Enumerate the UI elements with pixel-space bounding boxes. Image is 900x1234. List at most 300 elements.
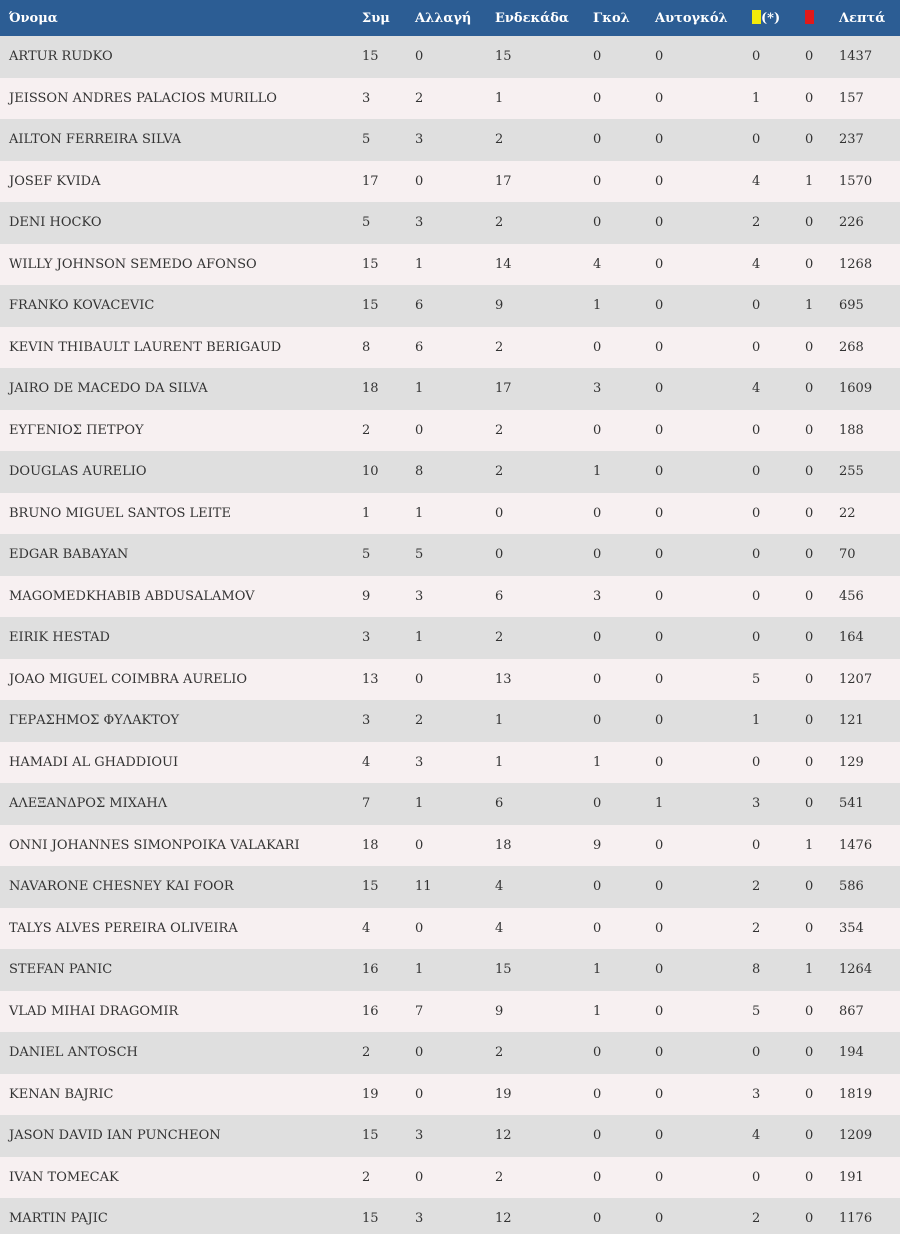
cell-minutes: 191 xyxy=(839,1169,864,1185)
player-name-link[interactable]: AILTON FERREIRA SILVA xyxy=(9,132,181,148)
cell-minutes: 586 xyxy=(839,879,864,895)
cell-starts: 0 xyxy=(495,547,504,563)
cell-apps: 16 xyxy=(362,1003,379,1019)
column-header-apps[interactable] xyxy=(362,0,415,36)
cell-goals: 0 xyxy=(593,1086,602,1102)
cell-yellow-cards: 1 xyxy=(752,90,761,106)
cell-own-goals: 0 xyxy=(655,671,664,687)
cell-red-cards: 0 xyxy=(805,256,814,272)
cell-goals: 0 xyxy=(593,49,602,65)
cell-own-goals: 0 xyxy=(655,962,664,978)
table-row xyxy=(0,285,900,327)
cell-red-cards: 0 xyxy=(805,671,814,687)
cell-red-cards: 0 xyxy=(805,754,814,770)
cell-starts: 2 xyxy=(495,132,504,148)
cell-apps: 15 xyxy=(362,49,379,65)
cell-starts: 2 xyxy=(495,1169,504,1185)
player-name-link[interactable]: BRUNO MIGUEL SANTOS LEITE xyxy=(9,505,231,521)
player-name-link[interactable]: DENI HOCKO xyxy=(9,215,102,231)
cell-subs: 3 xyxy=(415,1211,424,1227)
cell-subs: 0 xyxy=(415,1045,424,1061)
cell-starts: 2 xyxy=(495,215,504,231)
cell-own-goals: 0 xyxy=(655,1003,664,1019)
cell-red-cards: 0 xyxy=(805,1169,814,1185)
player-name-link[interactable]: DANIEL ANTOSCH xyxy=(9,1045,138,1061)
cell-starts: 0 xyxy=(495,505,504,521)
table-row xyxy=(0,1198,900,1234)
cell-subs: 1 xyxy=(415,381,424,397)
cell-minutes: 1476 xyxy=(839,837,873,853)
cell-red-cards: 0 xyxy=(805,1086,814,1102)
cell-minutes: 1437 xyxy=(839,49,873,65)
cell-yellow-cards: 0 xyxy=(752,132,761,148)
cell-starts: 9 xyxy=(495,298,504,314)
column-header-minutes[interactable] xyxy=(839,0,900,36)
player-name-link[interactable]: JASON DAVID IAN PUNCHEON xyxy=(9,1128,221,1144)
player-name-link[interactable]: JAIRO DE MACEDO DA SILVA xyxy=(9,381,208,397)
cell-starts: 2 xyxy=(495,339,504,355)
cell-minutes: 1207 xyxy=(839,671,873,687)
player-name-link[interactable]: NAVARONE CHESNEY KAI FOOR xyxy=(9,879,234,895)
cell-own-goals: 0 xyxy=(655,588,664,604)
cell-subs: 1 xyxy=(415,962,424,978)
cell-minutes: 354 xyxy=(839,920,864,936)
cell-starts: 4 xyxy=(495,879,504,895)
cell-apps: 2 xyxy=(362,1169,371,1185)
cell-apps: 3 xyxy=(362,630,371,646)
cell-own-goals: 0 xyxy=(655,547,664,563)
cell-subs: 1 xyxy=(415,796,424,812)
cell-yellow-cards: 0 xyxy=(752,422,761,438)
cell-own-goals: 0 xyxy=(655,381,664,397)
cell-own-goals: 0 xyxy=(655,215,664,231)
player-name-link[interactable]: ONNI JOHANNES SIMONPOIKA VALAKARI xyxy=(9,837,300,853)
cell-subs: 1 xyxy=(415,630,424,646)
cell-subs: 0 xyxy=(415,49,424,65)
cell-minutes: 1609 xyxy=(839,381,873,397)
table-row xyxy=(0,991,900,1033)
cell-red-cards: 1 xyxy=(805,962,814,978)
table-row xyxy=(0,244,900,286)
cell-yellow-cards: 3 xyxy=(752,1086,761,1102)
player-name-link[interactable]: MARTIN PAJIC xyxy=(9,1211,108,1227)
table-row xyxy=(0,78,900,120)
cell-starts: 13 xyxy=(495,671,512,687)
cell-minutes: 129 xyxy=(839,754,864,770)
cell-subs: 6 xyxy=(415,298,424,314)
cell-starts: 17 xyxy=(495,173,512,189)
player-name-link[interactable]: KENAN BAJRIC xyxy=(9,1086,114,1102)
cell-red-cards: 0 xyxy=(805,1045,814,1061)
player-name-link[interactable]: JEISSON ANDRES PALACIOS MURILLO xyxy=(9,90,277,106)
cell-goals: 0 xyxy=(593,879,602,895)
table-row xyxy=(0,700,900,742)
table-row xyxy=(0,1074,900,1116)
column-header-goals-label: Γκολ xyxy=(593,10,630,26)
cell-starts: 1 xyxy=(495,90,504,106)
cell-minutes: 456 xyxy=(839,588,864,604)
cell-apps: 1 xyxy=(362,505,371,521)
player-name-link[interactable]: EIRIK HESTAD xyxy=(9,630,110,646)
cell-goals: 0 xyxy=(593,920,602,936)
cell-goals: 0 xyxy=(593,339,602,355)
cell-yellow-cards: 0 xyxy=(752,339,761,355)
cell-red-cards: 0 xyxy=(805,90,814,106)
cell-goals: 0 xyxy=(593,505,602,521)
cell-red-cards: 0 xyxy=(805,132,814,148)
cell-own-goals: 0 xyxy=(655,837,664,853)
cell-red-cards: 0 xyxy=(805,547,814,563)
cell-goals: 0 xyxy=(593,1211,602,1227)
cell-apps: 18 xyxy=(362,837,379,853)
player-name-link[interactable]: TALYS ALVES PEREIRA OLIVEIRA xyxy=(9,920,238,936)
cell-goals: 0 xyxy=(593,1045,602,1061)
cell-subs: 0 xyxy=(415,1086,424,1102)
cell-own-goals: 0 xyxy=(655,1211,664,1227)
cell-minutes: 237 xyxy=(839,132,864,148)
cell-goals: 0 xyxy=(593,173,602,189)
cell-red-cards: 0 xyxy=(805,381,814,397)
cell-yellow-cards: 0 xyxy=(752,464,761,480)
player-name-link[interactable]: FRANKO KOVACEVIC xyxy=(9,298,155,314)
cell-apps: 15 xyxy=(362,1128,379,1144)
cell-red-cards: 0 xyxy=(805,422,814,438)
cell-starts: 19 xyxy=(495,1086,512,1102)
cell-minutes: 867 xyxy=(839,1003,864,1019)
cell-apps: 16 xyxy=(362,962,379,978)
cell-apps: 5 xyxy=(362,547,371,563)
player-name-link[interactable]: STEFAN PANIC xyxy=(9,962,113,978)
cell-subs: 0 xyxy=(415,671,424,687)
cell-red-cards: 0 xyxy=(805,879,814,895)
cell-apps: 13 xyxy=(362,671,379,687)
cell-own-goals: 0 xyxy=(655,464,664,480)
column-header-starts-label: Ενδεκάδα xyxy=(495,10,569,26)
cell-own-goals: 0 xyxy=(655,132,664,148)
cell-goals: 1 xyxy=(593,1003,602,1019)
player-name-link[interactable]: WILLY JOHNSON SEMEDO AFONSO xyxy=(9,256,257,272)
table-row xyxy=(0,202,900,244)
cell-minutes: 157 xyxy=(839,90,864,106)
cell-goals: 3 xyxy=(593,381,602,397)
column-header-minutes-label: Λεπτά xyxy=(839,10,886,26)
cell-red-cards: 0 xyxy=(805,588,814,604)
cell-minutes: 194 xyxy=(839,1045,864,1061)
column-header-yellow-cards[interactable] xyxy=(752,0,805,36)
cell-yellow-cards: 0 xyxy=(752,588,761,604)
cell-apps: 15 xyxy=(362,1211,379,1227)
cell-apps: 2 xyxy=(362,1045,371,1061)
cell-starts: 17 xyxy=(495,381,512,397)
table-row xyxy=(0,368,900,410)
table-row xyxy=(0,1157,900,1199)
cell-subs: 0 xyxy=(415,173,424,189)
cell-goals: 0 xyxy=(593,215,602,231)
cell-goals: 0 xyxy=(593,1169,602,1185)
cell-goals: 0 xyxy=(593,90,602,106)
cell-yellow-cards: 2 xyxy=(752,1211,761,1227)
cell-yellow-cards: 4 xyxy=(752,173,761,189)
cell-apps: 3 xyxy=(362,713,371,729)
cell-subs: 6 xyxy=(415,339,424,355)
table-row xyxy=(0,451,900,493)
column-header-name-label: Όνομα xyxy=(9,10,58,26)
cell-red-cards: 0 xyxy=(805,49,814,65)
column-header-subs[interactable] xyxy=(415,0,495,36)
cell-goals: 1 xyxy=(593,298,602,314)
cell-starts: 2 xyxy=(495,422,504,438)
player-name-link[interactable]: ARTUR RUDKO xyxy=(9,49,113,65)
table-row xyxy=(0,36,900,78)
column-header-goals[interactable] xyxy=(593,0,655,36)
cell-goals: 1 xyxy=(593,962,602,978)
cell-yellow-cards: 4 xyxy=(752,256,761,272)
table-row xyxy=(0,1032,900,1074)
cell-red-cards: 0 xyxy=(805,505,814,521)
player-name-link[interactable]: ΑΛΕΞΑΝΔΡΟΣ ΜΙΧΑΗΛ xyxy=(9,796,168,812)
cell-yellow-cards: 4 xyxy=(752,1128,761,1144)
table-row xyxy=(0,866,900,908)
player-name-link[interactable]: HAMADI AL GHADDIOUI xyxy=(9,754,179,770)
player-name-link[interactable]: IVAN TOMECAK xyxy=(9,1169,119,1185)
cell-starts: 18 xyxy=(495,837,512,853)
cell-goals: 0 xyxy=(593,671,602,687)
table-row xyxy=(0,908,900,950)
table-header-row xyxy=(0,0,900,36)
cell-goals: 0 xyxy=(593,422,602,438)
cell-subs: 1 xyxy=(415,256,424,272)
cell-red-cards: 0 xyxy=(805,1211,814,1227)
table-row xyxy=(0,825,900,867)
table-row xyxy=(0,161,900,203)
cell-own-goals: 0 xyxy=(655,1045,664,1061)
cell-red-cards: 0 xyxy=(805,796,814,812)
cell-apps: 2 xyxy=(362,422,371,438)
table-row xyxy=(0,949,900,991)
cell-starts: 12 xyxy=(495,1128,512,1144)
cell-minutes: 1264 xyxy=(839,962,873,978)
cell-yellow-cards: 2 xyxy=(752,879,761,895)
cell-red-cards: 0 xyxy=(805,630,814,646)
cell-apps: 15 xyxy=(362,879,379,895)
cell-subs: 3 xyxy=(415,1128,424,1144)
cell-subs: 2 xyxy=(415,713,424,729)
cell-subs: 3 xyxy=(415,754,424,770)
column-header-starts[interactable] xyxy=(495,0,593,36)
cell-own-goals: 0 xyxy=(655,1128,664,1144)
cell-yellow-cards: 4 xyxy=(752,381,761,397)
table-body xyxy=(0,36,900,1234)
cell-own-goals: 0 xyxy=(655,256,664,272)
cell-yellow-cards: 2 xyxy=(752,215,761,231)
cell-own-goals: 0 xyxy=(655,630,664,646)
cell-red-cards: 0 xyxy=(805,1128,814,1144)
cell-goals: 3 xyxy=(593,588,602,604)
cell-yellow-cards: 0 xyxy=(752,754,761,770)
cell-minutes: 1209 xyxy=(839,1128,873,1144)
table-row xyxy=(0,327,900,369)
player-name-link[interactable]: JOSEF KVIDA xyxy=(9,173,101,189)
cell-subs: 0 xyxy=(415,422,424,438)
cell-own-goals: 1 xyxy=(655,796,664,812)
cell-apps: 15 xyxy=(362,256,379,272)
cell-goals: 4 xyxy=(593,256,602,272)
cell-minutes: 695 xyxy=(839,298,864,314)
cell-goals: 0 xyxy=(593,630,602,646)
column-header-yellow-suffix: (*) xyxy=(761,11,781,26)
cell-minutes: 1268 xyxy=(839,256,873,272)
cell-apps: 19 xyxy=(362,1086,379,1102)
cell-subs: 8 xyxy=(415,464,424,480)
cell-own-goals: 0 xyxy=(655,754,664,770)
column-header-subs-label: Αλλαγή xyxy=(415,10,472,26)
cell-yellow-cards: 0 xyxy=(752,298,761,314)
cell-goals: 0 xyxy=(593,713,602,729)
cell-apps: 17 xyxy=(362,173,379,189)
cell-starts: 6 xyxy=(495,588,504,604)
cell-apps: 7 xyxy=(362,796,371,812)
cell-subs: 1 xyxy=(415,505,424,521)
cell-own-goals: 0 xyxy=(655,1169,664,1185)
yellow-card-icon xyxy=(752,10,761,24)
cell-subs: 3 xyxy=(415,132,424,148)
cell-own-goals: 0 xyxy=(655,1086,664,1102)
cell-goals: 0 xyxy=(593,547,602,563)
column-header-name[interactable] xyxy=(0,0,362,36)
cell-starts: 15 xyxy=(495,962,512,978)
cell-yellow-cards: 0 xyxy=(752,547,761,563)
cell-starts: 4 xyxy=(495,920,504,936)
cell-own-goals: 0 xyxy=(655,49,664,65)
cell-minutes: 1570 xyxy=(839,173,873,189)
column-header-red-cards[interactable] xyxy=(805,0,839,36)
cell-yellow-cards: 0 xyxy=(752,837,761,853)
player-name-link[interactable]: DOUGLAS AURELIO xyxy=(9,464,147,480)
cell-starts: 9 xyxy=(495,1003,504,1019)
cell-subs: 3 xyxy=(415,215,424,231)
cell-minutes: 121 xyxy=(839,713,864,729)
cell-own-goals: 0 xyxy=(655,173,664,189)
cell-own-goals: 0 xyxy=(655,298,664,314)
cell-starts: 1 xyxy=(495,754,504,770)
table-row xyxy=(0,783,900,825)
cell-goals: 1 xyxy=(593,464,602,480)
cell-apps: 4 xyxy=(362,920,371,936)
table-row xyxy=(0,534,900,576)
player-name-link[interactable]: JOAO MIGUEL COIMBRA AURELIO xyxy=(9,671,248,687)
cell-yellow-cards: 0 xyxy=(752,1169,761,1185)
table-row xyxy=(0,119,900,161)
player-name-link[interactable]: KEVIN THIBAULT LAURENT BERIGAUD xyxy=(9,339,282,355)
cell-yellow-cards: 2 xyxy=(752,920,761,936)
cell-apps: 5 xyxy=(362,215,371,231)
cell-minutes: 188 xyxy=(839,422,864,438)
table-row xyxy=(0,493,900,535)
cell-minutes: 226 xyxy=(839,215,864,231)
cell-red-cards: 0 xyxy=(805,464,814,480)
column-header-own-goals[interactable] xyxy=(655,0,752,36)
cell-yellow-cards: 0 xyxy=(752,49,761,65)
cell-subs: 0 xyxy=(415,837,424,853)
cell-own-goals: 0 xyxy=(655,879,664,895)
player-name-link[interactable]: ΓΕΡΑΣΗΜΟΣ ΦΥΛΑΚΤΟΥ xyxy=(9,713,180,729)
cell-own-goals: 0 xyxy=(655,713,664,729)
cell-red-cards: 0 xyxy=(805,1003,814,1019)
cell-goals: 0 xyxy=(593,796,602,812)
column-header-own-goals-label: Αυτογκόλ xyxy=(655,10,728,26)
cell-yellow-cards: 1 xyxy=(752,713,761,729)
cell-minutes: 1176 xyxy=(839,1211,873,1227)
cell-subs: 11 xyxy=(415,879,432,895)
cell-own-goals: 0 xyxy=(655,339,664,355)
cell-minutes: 268 xyxy=(839,339,864,355)
cell-red-cards: 0 xyxy=(805,339,814,355)
cell-yellow-cards: 8 xyxy=(752,962,761,978)
cell-yellow-cards: 0 xyxy=(752,505,761,521)
cell-apps: 18 xyxy=(362,381,379,397)
cell-minutes: 541 xyxy=(839,796,864,812)
cell-starts: 1 xyxy=(495,713,504,729)
cell-starts: 12 xyxy=(495,1211,512,1227)
table-row xyxy=(0,576,900,618)
cell-yellow-cards: 0 xyxy=(752,1045,761,1061)
cell-red-cards: 1 xyxy=(805,298,814,314)
cell-subs: 0 xyxy=(415,1169,424,1185)
cell-yellow-cards: 0 xyxy=(752,630,761,646)
cell-subs: 2 xyxy=(415,90,424,106)
table-row xyxy=(0,659,900,701)
cell-apps: 4 xyxy=(362,754,371,770)
cell-minutes: 1819 xyxy=(839,1086,873,1102)
cell-minutes: 255 xyxy=(839,464,864,480)
player-name-link[interactable]: MAGOMEDKHABIB ABDUSALAMOV xyxy=(9,588,255,604)
cell-goals: 0 xyxy=(593,132,602,148)
cell-apps: 3 xyxy=(362,90,371,106)
cell-apps: 10 xyxy=(362,464,379,480)
cell-minutes: 164 xyxy=(839,630,864,646)
cell-yellow-cards: 5 xyxy=(752,671,761,687)
cell-red-cards: 0 xyxy=(805,713,814,729)
cell-red-cards: 1 xyxy=(805,173,814,189)
cell-starts: 15 xyxy=(495,49,512,65)
cell-red-cards: 1 xyxy=(805,837,814,853)
cell-own-goals: 0 xyxy=(655,422,664,438)
cell-minutes: 22 xyxy=(839,505,856,521)
player-name-link[interactable]: EDGAR BABAYAN xyxy=(9,547,129,563)
cell-starts: 2 xyxy=(495,464,504,480)
cell-apps: 9 xyxy=(362,588,371,604)
cell-starts: 14 xyxy=(495,256,512,272)
player-name-link[interactable]: VLAD MIHAI DRAGOMIR xyxy=(9,1003,179,1019)
column-header-apps-label: Συμ xyxy=(362,10,390,26)
player-name-link[interactable]: ΕΥΓΕΝΙΟΣ ΠΕΤΡΟΥ xyxy=(9,422,144,438)
cell-own-goals: 0 xyxy=(655,920,664,936)
cell-own-goals: 0 xyxy=(655,90,664,106)
cell-apps: 8 xyxy=(362,339,371,355)
cell-goals: 1 xyxy=(593,754,602,770)
cell-red-cards: 0 xyxy=(805,920,814,936)
table-row xyxy=(0,410,900,452)
cell-subs: 0 xyxy=(415,920,424,936)
cell-apps: 5 xyxy=(362,132,371,148)
red-card-icon xyxy=(805,10,814,24)
cell-goals: 0 xyxy=(593,1128,602,1144)
table-row xyxy=(0,1115,900,1157)
cell-subs: 7 xyxy=(415,1003,424,1019)
cell-starts: 2 xyxy=(495,1045,504,1061)
cell-starts: 2 xyxy=(495,630,504,646)
table-row xyxy=(0,742,900,784)
